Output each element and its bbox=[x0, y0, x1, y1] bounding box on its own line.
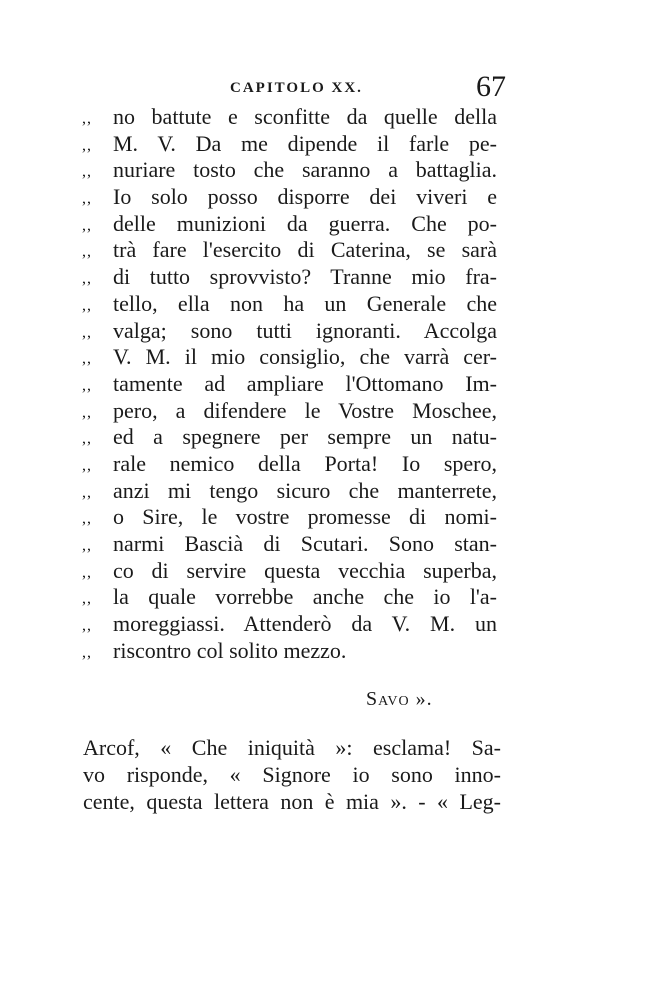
quote-mark: ,, bbox=[82, 216, 92, 234]
letter-line bbox=[82, 478, 512, 505]
letter-signature: Savo ». bbox=[366, 688, 433, 710]
letter-line bbox=[82, 291, 512, 318]
letter-line bbox=[82, 424, 512, 451]
quote-mark: ,, bbox=[82, 456, 92, 474]
letter-line bbox=[82, 237, 512, 264]
letter-line-text: delle munizioni da guerra. Che po- bbox=[113, 210, 497, 236]
letter-line-text: anzi mi tengo sicuro che manterrete, bbox=[113, 477, 497, 503]
quote-mark: ,, bbox=[82, 563, 92, 581]
letter-line-text: valga; sono tutti ignoranti. Accolga bbox=[113, 317, 497, 343]
paragraph-line: vo risponde, « Signore io sono inno- bbox=[83, 762, 501, 787]
letter-line bbox=[82, 211, 512, 238]
letter-line-text: di tutto sprovvisto? Tranne mio fra- bbox=[113, 264, 497, 290]
letter-line-text: narmi Bascià di Scutari. Sono stan- bbox=[113, 531, 497, 556]
paragraph-line: cente, questa lettera non è mia ». - « Leg- bbox=[83, 789, 501, 814]
quote-mark: ,, bbox=[82, 163, 92, 181]
letter-line-text: moreggiassi. Attenderò da V. M. un bbox=[113, 611, 497, 637]
letter-line bbox=[82, 531, 512, 558]
quote-mark: ,, bbox=[82, 323, 92, 341]
quote-mark: ,, bbox=[82, 617, 92, 635]
letter-line bbox=[82, 451, 512, 478]
quote-mark: ,, bbox=[82, 350, 92, 368]
letter-line bbox=[82, 344, 512, 371]
quote-mark: ,, bbox=[82, 296, 92, 314]
quote-mark: ,, bbox=[82, 403, 92, 421]
letter-line bbox=[82, 318, 512, 345]
narrative-paragraph bbox=[83, 734, 501, 815]
letter-line-text: o Sire, le vostre promesse di nomi- bbox=[113, 504, 497, 530]
letter-line bbox=[82, 504, 512, 531]
letter-line-text: nuriare tosto che saranno a battaglia. bbox=[113, 157, 497, 183]
quote-mark: ,, bbox=[82, 483, 92, 501]
letter-line-text: tello, ella non ha un Generale che bbox=[113, 290, 497, 316]
letter-line-text: riscontro col solito mezzo. bbox=[113, 637, 347, 663]
quote-mark: ,, bbox=[82, 510, 92, 528]
quote-mark: ,, bbox=[82, 190, 92, 208]
page-number: 67 bbox=[476, 70, 506, 103]
letter-line bbox=[82, 184, 512, 211]
letter-line bbox=[82, 131, 512, 158]
letter-line bbox=[82, 584, 512, 611]
letter-line-text: M. V. Da me dipende il farle pe- bbox=[113, 130, 497, 156]
quote-mark: ,, bbox=[82, 270, 92, 288]
letter-line bbox=[82, 157, 512, 184]
letter-line bbox=[82, 611, 512, 638]
paragraph-line: Arcof, « Che iniquità »: esclama! Sa- bbox=[83, 735, 501, 760]
letter-line-text: la quale vorrebbe anche che io l'a- bbox=[113, 584, 497, 610]
quote-mark: ,, bbox=[82, 430, 92, 448]
quote-mark: ,, bbox=[82, 590, 92, 608]
running-head: CAPITOLO XX. bbox=[230, 80, 363, 96]
quote-mark: ,, bbox=[82, 243, 92, 261]
letter-line bbox=[82, 638, 512, 665]
letter-line-text: no battute e sconfitte da quelle della bbox=[113, 104, 497, 129]
quote-mark: ,, bbox=[82, 537, 92, 554]
quote-mark: ,, bbox=[82, 376, 92, 394]
letter-line-text: ed a spegnere per sempre un natu- bbox=[113, 424, 497, 450]
letter-line-text: V. M. il mio consiglio, che varrà cer- bbox=[113, 344, 497, 370]
quote-mark: ,, bbox=[82, 136, 92, 154]
letter-line-text: rale nemico della Porta! Io spero, bbox=[113, 450, 497, 476]
letter-line bbox=[82, 371, 512, 398]
letter-line-text: pero, a difendere le Vostre Moschee, bbox=[113, 397, 497, 423]
letter-line-text: Io solo posso disporre dei viveri e bbox=[113, 184, 497, 210]
letter-line bbox=[82, 104, 512, 131]
letter-line bbox=[82, 398, 512, 425]
letter-line-text: trà fare l'esercito di Caterina, se sarà bbox=[113, 237, 497, 263]
letter-line-text: co di servire questa vecchia superba, bbox=[113, 557, 497, 583]
letter-line bbox=[82, 558, 512, 585]
letter-line-text: tamente ad ampliare l'Ottomano Im- bbox=[113, 370, 497, 396]
quote-mark: ,, bbox=[82, 643, 92, 661]
quoted-letter bbox=[82, 104, 512, 664]
letter-line bbox=[82, 264, 512, 291]
quote-mark: ,, bbox=[82, 110, 92, 127]
